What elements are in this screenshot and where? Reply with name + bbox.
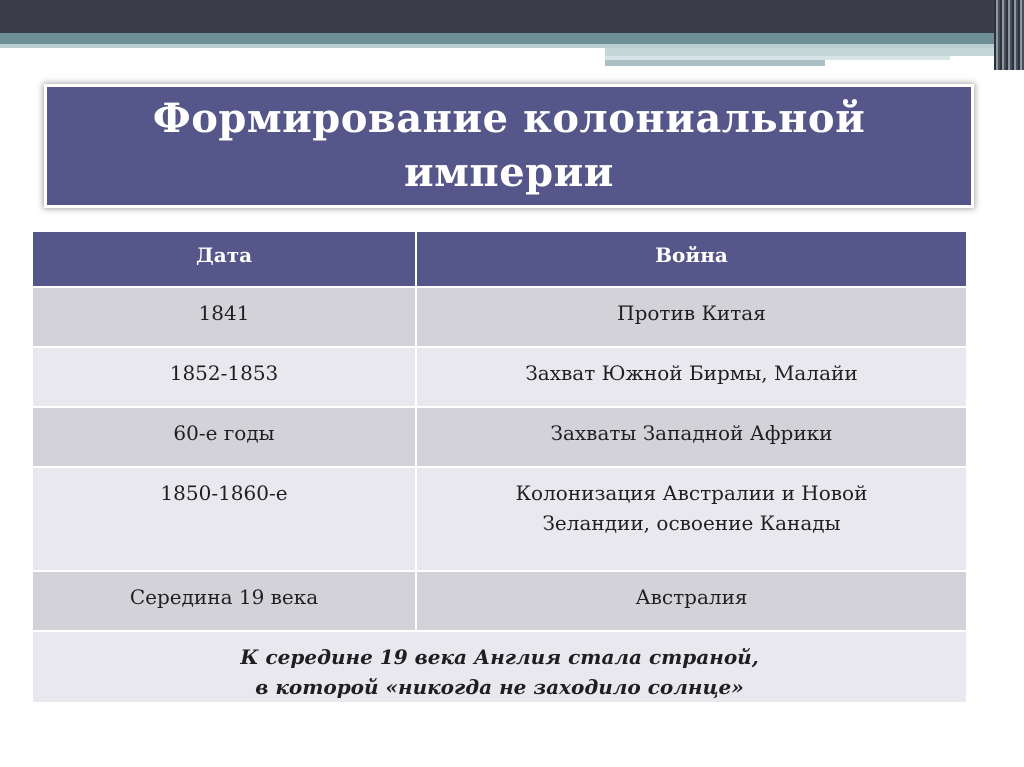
title-line-2: империи [404,149,614,196]
colonial-wars-table [31,230,968,704]
table-footer-row [32,631,967,703]
table-header-row [32,231,967,287]
cell-war-line-2: Зеландии, освоение Канады [542,511,841,535]
cell-date: 1852-1853 [32,347,416,407]
right-decor-strips [994,0,1024,70]
cell-war: Против Китая [416,287,967,347]
cell-date: 60-е годы [32,407,416,467]
title-line-1: Формирование колониальной [152,95,866,142]
teal-decor-band [0,33,1000,44]
footer-line-1: К середине 19 века Англия стала страной, [240,645,759,669]
table-row [32,407,967,467]
cell-war [416,467,967,571]
cell-war: Захваты Западной Африки [416,407,967,467]
colonial-wars-table-wrap [31,230,966,704]
cell-date: 1841 [32,287,416,347]
cell-war-line-1: Колонизация Австралии и Новой [515,481,868,505]
decor-step-1 [605,48,1000,56]
top-decor-band [0,0,1024,33]
cell-date: Середина 19 века [32,571,416,631]
slide-title [153,92,865,200]
cell-war: Захват Южной Бирмы, Малайи [416,347,967,407]
table-row [32,571,967,631]
table-row [32,287,967,347]
footer-line-2: в которой «никогда не заходило солнце» [255,675,744,699]
cell-date: 1850-1860-е [32,467,416,571]
table-row [32,347,967,407]
header-war: Война [416,231,967,287]
cell-war: Австралия [416,571,967,631]
slide-title-box [47,87,971,205]
header-date: Дата [32,231,416,287]
decor-step-3 [605,60,825,66]
footer-note [32,631,967,703]
table-row [32,467,967,571]
